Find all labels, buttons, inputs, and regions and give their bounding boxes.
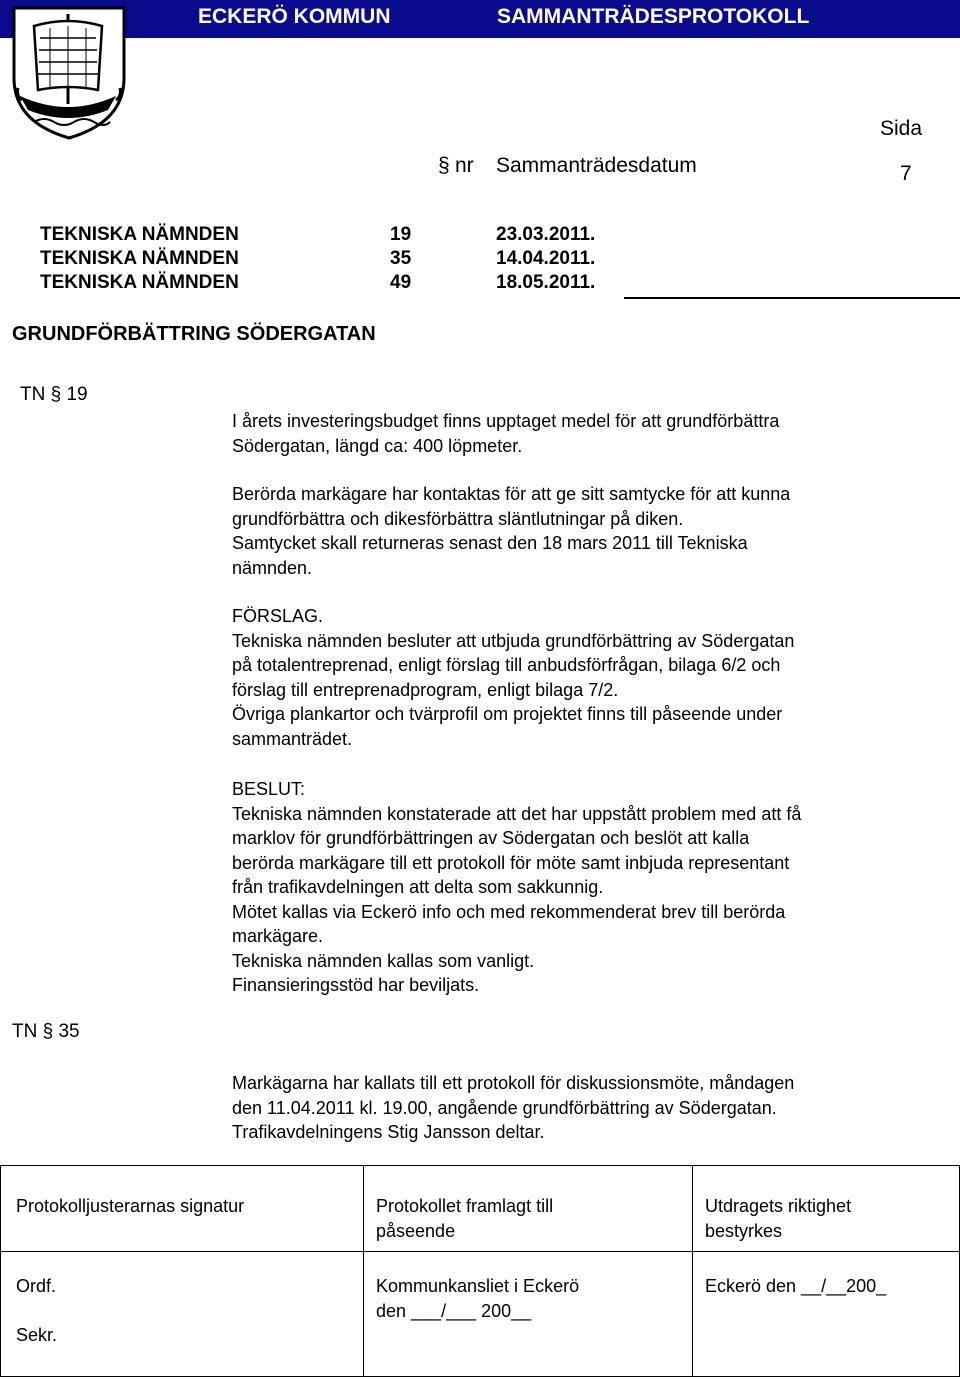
text-line: Tekniska nämnden besluter att utbjuda grundförbättring av Södergatan xyxy=(232,630,795,651)
page-title: GRUNDFÖRBÄTTRING SÖDERGATAN xyxy=(12,323,376,345)
eckero-date: Eckerö den __/__200_ xyxy=(705,1276,887,1296)
text-line: grundförbättra och dikesförbättra släntlutningar på diken. xyxy=(232,508,684,529)
sekr-label: Sekr. xyxy=(16,1325,58,1345)
text-line: Mötet kallas via Eckerö info och med rekommenderat brev till berörda xyxy=(232,901,786,922)
signature-footer xyxy=(0,1165,960,1377)
paragraph-forslag xyxy=(232,604,932,751)
sammantradesdatum-label: Sammanträdesdatum xyxy=(496,154,697,177)
kommunkansliet-block xyxy=(376,1274,579,1323)
text-line: den 11.04.2011 kl. 19.00, angående grundförbättring av Södergatan. xyxy=(232,1097,777,1118)
text-line: Finansieringsstöd har beviljats. xyxy=(232,975,480,995)
meeting-nr: 35 xyxy=(390,248,412,269)
meeting-date: 23.03.2011. xyxy=(496,224,596,245)
text-line: Tekniska nämnden kallas som vanligt. xyxy=(232,950,535,971)
section-ref-19: TN § 19 xyxy=(20,384,88,405)
riktighet-line: bestyrkes xyxy=(705,1220,783,1241)
beslut-heading: BESLUT: xyxy=(232,779,306,799)
text-line: I årets investeringsbudget finns upptaget medel för att grundförbättra xyxy=(232,411,780,431)
text-line: förslag till entreprenadprogram, enligt bilaga 7/2. xyxy=(232,679,619,700)
ordf-label: Ordf. xyxy=(16,1276,57,1296)
kommunkansliet-line: Kommunkansliet i Eckerö xyxy=(376,1276,580,1296)
meeting-body: TEKNISKA NÄMNDEN xyxy=(40,224,239,245)
riktighet-line: Utdragets riktighet xyxy=(705,1196,852,1216)
text-line: markägare. xyxy=(232,926,324,946)
text-line: marklov för grundförbättringen av Södergatan och beslöt att kalla xyxy=(232,828,750,848)
text-line: Samtycket skall returneras senast den 18 mars 2011 till Tekniska xyxy=(232,533,748,553)
text-line: Berörda markägare har kontaktas för att ge sitt samtycke för att kunna xyxy=(232,484,791,504)
text-line: Markägarna har kallats till ett protokoll för diskussionsmöte, måndagen xyxy=(232,1073,795,1093)
section-sign: § xyxy=(438,154,450,177)
text-line: berörda markägare till ett protokoll för möte samt inbjuda representant xyxy=(232,852,790,873)
meeting-nr: 19 xyxy=(390,224,412,245)
document-type: SAMMANTRÄDESPROTOKOLL xyxy=(497,5,810,28)
text-line: på totalentreprenad, enligt förslag till anbudsförfrågan, bilaga 6/2 och xyxy=(232,655,781,675)
framlagt-label xyxy=(376,1194,553,1243)
framlagt-line: Protokollet framlagt till xyxy=(376,1196,554,1216)
footer-divider xyxy=(692,1166,693,1376)
framlagt-line: påseende xyxy=(376,1220,456,1241)
header-rule xyxy=(624,297,960,299)
text-line: nämnden. xyxy=(232,557,313,578)
header-band xyxy=(0,0,960,38)
meeting-nr: 49 xyxy=(390,272,412,293)
meeting-date: 14.04.2011. xyxy=(496,248,596,269)
meeting-body: TEKNISKA NÄMNDEN xyxy=(40,248,239,269)
text-line: Tekniska nämnden konstaterade att det har uppstått problem med att få xyxy=(232,803,802,824)
paragraph-budget xyxy=(232,409,932,458)
meeting-date: 18.05.2011. xyxy=(496,272,596,293)
text-line: Övriga plankartor och tvärprofil om projektet finns till påseende under xyxy=(232,704,783,724)
ship-coat-of-arms-icon xyxy=(10,4,128,140)
kommunkansliet-date: den ___/___ 200__ xyxy=(376,1300,532,1321)
sida-value: 7 xyxy=(900,162,912,185)
text-line: Trafikavdelningens Stig Jansson deltar. xyxy=(232,1122,545,1142)
text-line: sammanträdet. xyxy=(232,728,353,749)
paragraph-section35 xyxy=(232,1071,932,1145)
organization-name: ECKERÖ KOMMUN xyxy=(198,5,391,28)
nr-label: nr xyxy=(455,154,474,177)
meeting-body: TEKNISKA NÄMNDEN xyxy=(40,272,239,293)
sida-label: Sida xyxy=(880,117,923,140)
forslag-heading: FÖRSLAG. xyxy=(232,606,324,626)
riktighet-label xyxy=(705,1194,851,1243)
paragraph-markagare xyxy=(232,482,932,580)
paragraph-beslut xyxy=(232,777,932,998)
section-ref-35: TN § 35 xyxy=(12,1021,80,1042)
footer-divider xyxy=(363,1166,364,1376)
text-line: från trafikavdelningen att delta som sakkunnig. xyxy=(232,877,604,897)
text-line: Södergatan, längd ca: 400 löpmeter. xyxy=(232,435,523,456)
protokolljusterare-label: Protokolljusterarnas signatur xyxy=(16,1196,245,1216)
